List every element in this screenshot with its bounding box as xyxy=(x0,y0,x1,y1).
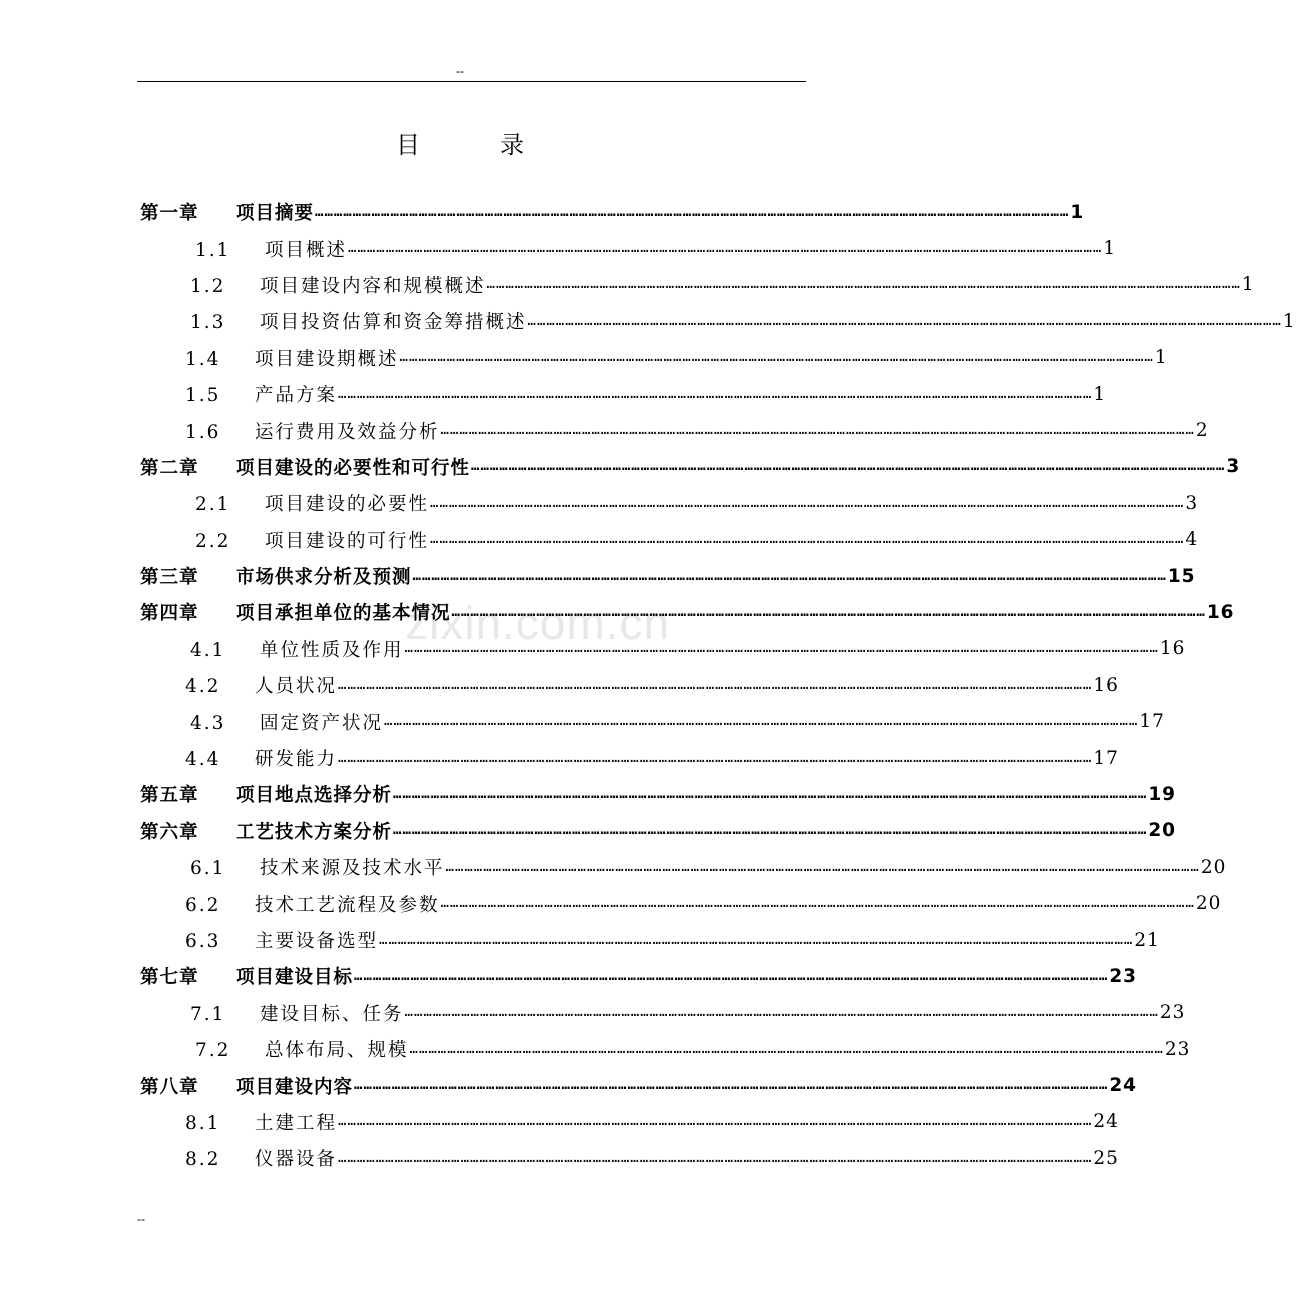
toc-chapter-row[interactable] xyxy=(140,194,1085,230)
toc-entry-label xyxy=(195,1036,409,1062)
toc-entry-title: 运行费用及效益分析 xyxy=(255,421,440,443)
toc-dot-leader: …………………………………………………………………………………………………………………………………………………………………………………………………………………… xyxy=(393,785,1148,802)
toc-page-number: 19 xyxy=(1148,783,1177,805)
watermark: zixin.com.cn xyxy=(405,597,671,649)
toc-dot-leader: …………………………………………………………………………………………………………………………………………………………………………………………………………………… xyxy=(404,1004,1159,1021)
toc-entry-number: 第四章 xyxy=(140,603,199,625)
toc-entry-label xyxy=(190,709,383,735)
toc-entry-label xyxy=(140,599,451,625)
toc-entry-title: 项目投资估算和资金筹措概述 xyxy=(260,312,527,334)
toc-section-row[interactable] xyxy=(140,1104,1119,1140)
toc-dot-leader: …………………………………………………………………………………………………………………………………………………………………………………………………………………… xyxy=(451,603,1206,620)
toc-section-row[interactable] xyxy=(140,885,1222,921)
toc-entry-title: 项目建设目标 xyxy=(236,967,354,989)
toc-page-number: 20 xyxy=(1195,893,1222,915)
toc-dot-leader: …………………………………………………………………………………………………………………………………………………………………………………………………………………… xyxy=(399,349,1154,366)
toc-entry-label xyxy=(185,745,337,771)
toc-entry-title: 项目建设的可行性 xyxy=(265,530,430,552)
toc-page-number: 16 xyxy=(1159,638,1186,660)
toc-entry-number: 第八章 xyxy=(140,1076,199,1098)
toc-entry-number: 4.4 xyxy=(185,749,221,771)
toc-entry-number: 第一章 xyxy=(140,203,199,225)
toc-dot-leader: …………………………………………………………………………………………………………………………………………………………………………………………………………………… xyxy=(527,312,1282,329)
toc-entry-title: 市场供求分析及预测 xyxy=(236,567,412,589)
toc-entry-number: 2.1 xyxy=(195,494,231,516)
toc-chapter-row[interactable] xyxy=(140,813,1177,849)
toc-entry-title: 项目建设的必要性 xyxy=(265,494,430,516)
toc-entry-title: 项目地点选择分析 xyxy=(236,785,393,807)
toc-entry-title: 产品方案 xyxy=(255,385,338,407)
toc-section-row[interactable] xyxy=(140,995,1186,1031)
toc-entry-label xyxy=(140,818,392,844)
toc-dot-leader: …………………………………………………………………………………………………………………………………………………………………………………………………………………… xyxy=(338,1149,1093,1166)
toc-page-number: 23 xyxy=(1159,1002,1186,1024)
toc-title-left: 目 xyxy=(396,131,420,159)
toc-section-row[interactable] xyxy=(140,922,1160,958)
toc-entry-title: 工艺技术方案分析 xyxy=(236,821,393,843)
toc-page-number: 25 xyxy=(1093,1147,1119,1169)
toc-entry-number: 8.1 xyxy=(185,1112,221,1134)
toc-entry-number: 4.2 xyxy=(185,676,221,698)
toc-entry-number: 第三章 xyxy=(140,567,199,589)
toc-section-row[interactable] xyxy=(140,340,1168,376)
toc-chapter-row[interactable] xyxy=(140,776,1177,812)
toc-entry-title: 单位性质及作用 xyxy=(260,639,404,661)
toc-entry-title: 土建工程 xyxy=(255,1112,338,1134)
toc-section-row[interactable] xyxy=(140,485,1199,521)
toc-entry-title: 项目建设内容 xyxy=(236,1076,354,1098)
header-rule xyxy=(137,81,806,82)
toc-dot-leader: …………………………………………………………………………………………………………………………………………………………………………………………………………………… xyxy=(440,422,1195,439)
toc-entry-label xyxy=(190,272,486,298)
toc-entry-label xyxy=(140,563,412,589)
toc-entry-label xyxy=(185,345,399,371)
toc-entry-number: 第六章 xyxy=(140,821,199,843)
toc-chapter-row[interactable] xyxy=(140,558,1196,594)
toc-entry-title: 项目摘要 xyxy=(236,203,315,225)
toc-entry-number: 6.2 xyxy=(185,894,221,916)
toc-entry-title: 技术工艺流程及参数 xyxy=(255,894,440,916)
toc-page-number: 1 xyxy=(1154,347,1168,369)
toc-dot-leader: …………………………………………………………………………………………………………………………………………………………………………………………………………………… xyxy=(354,967,1109,984)
toc-dot-leader: …………………………………………………………………………………………………………………………………………………………………………………………………………………… xyxy=(354,1077,1109,1094)
toc-page-number: 16 xyxy=(1206,601,1235,623)
toc-dot-leader: …………………………………………………………………………………………………………………………………………………………………………………………………………………… xyxy=(393,822,1148,839)
toc-entry-number: 1.5 xyxy=(185,385,221,407)
toc-entry-number: 1.2 xyxy=(190,275,226,297)
page-footer-mark: -- xyxy=(137,1212,145,1226)
toc-entry-title: 固定资产状况 xyxy=(260,712,384,734)
toc-entry-title: 总体布局、规模 xyxy=(265,1040,409,1062)
toc-dot-leader: …………………………………………………………………………………………………………………………………………………………………………………………………………………… xyxy=(315,203,1070,220)
toc-section-row[interactable] xyxy=(140,1031,1191,1067)
toc-entry-title: 研发能力 xyxy=(255,749,338,771)
toc-entry-label xyxy=(185,1145,337,1171)
table-of-contents xyxy=(140,194,1296,1177)
toc-page-number: 23 xyxy=(1164,1038,1191,1060)
toc-page-number: 2 xyxy=(1195,420,1209,442)
toc-entry-label xyxy=(195,527,429,553)
toc-entry-label xyxy=(140,781,392,807)
toc-chapter-row[interactable] xyxy=(140,958,1138,994)
toc-dot-leader: …………………………………………………………………………………………………………………………………………………………………………………………………………………… xyxy=(338,1113,1093,1130)
toc-page-number: 24 xyxy=(1093,1111,1119,1133)
toc-entry-label xyxy=(185,1109,337,1135)
toc-entry-label xyxy=(185,418,440,444)
toc-section-row[interactable] xyxy=(140,522,1199,558)
toc-chapter-row[interactable] xyxy=(140,449,1241,485)
toc-page-number: 3 xyxy=(1226,456,1241,478)
toc-entry-number: 6.1 xyxy=(190,858,226,880)
toc-title xyxy=(0,127,920,163)
toc-entry-label xyxy=(190,854,445,880)
toc-entry-number: 第五章 xyxy=(140,785,199,807)
toc-chapter-row[interactable] xyxy=(140,1067,1138,1103)
toc-dot-leader: …………………………………………………………………………………………………………………………………………………………………………………………………………………… xyxy=(412,567,1167,584)
toc-entry-label xyxy=(185,381,337,407)
toc-entry-label xyxy=(185,891,440,917)
toc-entry-number: 1.6 xyxy=(185,421,221,443)
toc-page-number: 16 xyxy=(1093,674,1119,696)
toc-section-row[interactable] xyxy=(140,1140,1119,1176)
toc-entry-number: 1.1 xyxy=(195,239,231,261)
toc-page-number: 17 xyxy=(1139,711,1165,733)
toc-dot-leader: …………………………………………………………………………………………………………………………………………………………………………………………………………………… xyxy=(409,1040,1164,1057)
toc-page-number: 1 xyxy=(1093,383,1107,405)
toc-entry-number: 2.2 xyxy=(195,530,231,552)
toc-entry-title: 技术来源及技术水平 xyxy=(260,858,445,880)
toc-dot-leader: …………………………………………………………………………………………………………………………………………………………………………………………………………………… xyxy=(384,713,1139,730)
toc-entry-number: 4.3 xyxy=(190,712,226,734)
toc-entry-label xyxy=(140,1073,353,1099)
toc-page-number: 21 xyxy=(1134,929,1160,951)
toc-entry-label xyxy=(140,963,353,989)
toc-section-row[interactable] xyxy=(140,230,1117,266)
toc-section-row[interactable] xyxy=(140,667,1119,703)
toc-dot-leader: …………………………………………………………………………………………………………………………………………………………………………………………………………………… xyxy=(338,385,1093,402)
toc-entry-number: 4.1 xyxy=(190,639,226,661)
toc-section-row[interactable] xyxy=(140,376,1107,412)
toc-entry-number: 第二章 xyxy=(140,457,199,479)
toc-dot-leader: …………………………………………………………………………………………………………………………………………………………………………………………………………………… xyxy=(338,676,1093,693)
toc-dot-leader: …………………………………………………………………………………………………………………………………………………………………………………………………………………… xyxy=(471,458,1226,475)
toc-entry-label xyxy=(140,199,314,225)
toc-dot-leader: …………………………………………………………………………………………………………………………………………………………………………………………………………………… xyxy=(430,494,1185,511)
toc-entry-title: 建设目标、任务 xyxy=(260,1003,404,1025)
toc-page-number: 20 xyxy=(1148,820,1177,842)
toc-dot-leader: …………………………………………………………………………………………………………………………………………………………………………………………………………………… xyxy=(440,895,1195,912)
toc-entry-title: 项目建设的必要性和可行性 xyxy=(236,457,471,479)
toc-entry-number: 6.3 xyxy=(185,931,221,952)
toc-entry-title: 项目概述 xyxy=(265,239,348,261)
toc-section-row[interactable] xyxy=(140,303,1296,339)
toc-entry-title: 项目承担单位的基本情况 xyxy=(236,603,451,625)
toc-entry-number: 7.1 xyxy=(190,1003,226,1025)
toc-entry-label xyxy=(140,454,470,480)
toc-page-number: 15 xyxy=(1167,565,1196,587)
toc-entry-title: 项目建设期概述 xyxy=(255,348,399,370)
toc-dot-leader: …………………………………………………………………………………………………………………………………………………………………………………………………………………… xyxy=(486,276,1241,293)
toc-page-number: 23 xyxy=(1109,965,1138,987)
toc-page-number: 3 xyxy=(1185,492,1199,514)
toc-title-right: 录 xyxy=(500,131,524,159)
toc-page-number: 1 xyxy=(1282,310,1296,332)
toc-entry-number: 1.3 xyxy=(190,312,226,334)
toc-page-number: 24 xyxy=(1109,1075,1138,1097)
toc-dot-leader: …………………………………………………………………………………………………………………………………………………………………………………………………………………… xyxy=(338,749,1093,766)
toc-entry-label xyxy=(190,308,527,334)
toc-entry-title: 项目建设内容和规模概述 xyxy=(260,275,486,297)
toc-entry-label xyxy=(190,636,404,662)
toc-dot-leader: …………………………………………………………………………………………………………………………………………………………………………………………………………………… xyxy=(445,858,1200,875)
toc-page-number: 17 xyxy=(1093,747,1119,769)
toc-entry-number: 7.2 xyxy=(195,1040,231,1062)
toc-page-number: 1 xyxy=(1241,274,1255,296)
toc-entry-title: 人员状况 xyxy=(255,676,338,698)
toc-section-row[interactable] xyxy=(140,267,1255,303)
toc-section-row[interactable] xyxy=(140,412,1209,448)
toc-page-number: 1 xyxy=(1070,201,1085,223)
toc-entry-title: 主要设备选型 xyxy=(255,931,379,952)
toc-entry-number: 1.4 xyxy=(185,348,221,370)
toc-dot-leader: …………………………………………………………………………………………………………………………………………………………………………………………………………………… xyxy=(430,531,1185,548)
toc-dot-leader: …………………………………………………………………………………………………………………………………………………………………………………………………………………… xyxy=(348,240,1103,257)
toc-entry-label xyxy=(195,236,347,262)
page-header-mark: -- xyxy=(456,64,464,78)
toc-entry-title: 仪器设备 xyxy=(255,1149,338,1171)
toc-section-row[interactable] xyxy=(140,740,1119,776)
toc-entry-number: 8.2 xyxy=(185,1149,221,1171)
toc-entry-label xyxy=(185,927,378,953)
toc-page-number: 20 xyxy=(1200,856,1227,878)
toc-entry-label xyxy=(190,1000,404,1026)
toc-page-number: 1 xyxy=(1103,238,1117,260)
toc-section-row[interactable] xyxy=(140,703,1165,739)
toc-entry-label xyxy=(185,672,337,698)
toc-entry-label xyxy=(195,490,429,516)
toc-entry-number: 第七章 xyxy=(140,967,199,989)
toc-section-row[interactable] xyxy=(140,849,1227,885)
toc-page-number: 4 xyxy=(1185,529,1199,551)
toc-dot-leader: …………………………………………………………………………………………………………………………………………………………………………………………………………………… xyxy=(404,640,1159,657)
toc-chapter-row[interactable] xyxy=(140,594,1235,630)
toc-section-row[interactable] xyxy=(140,631,1186,667)
toc-dot-leader: …………………………………………………………………………………………………………………………………………………………………………………………………………………… xyxy=(379,931,1134,948)
